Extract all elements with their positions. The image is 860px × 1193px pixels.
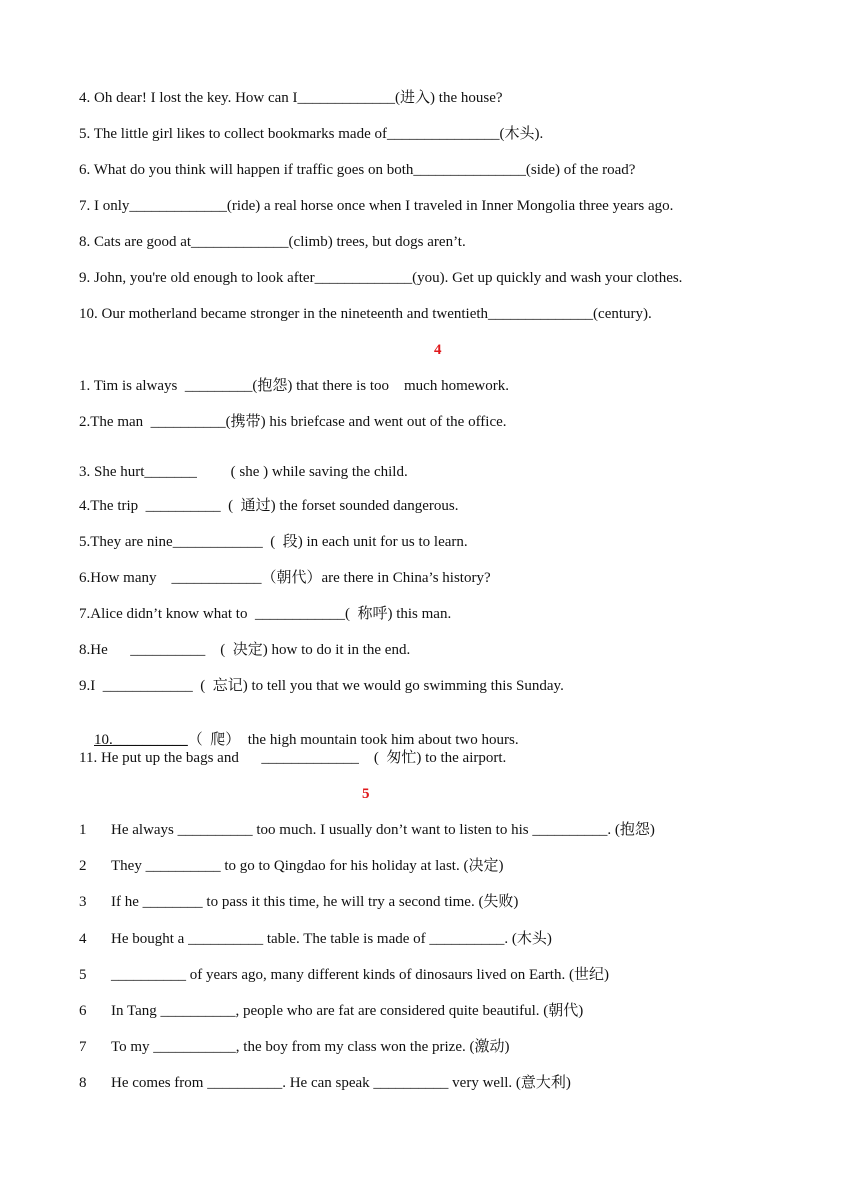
item-number: 4 (79, 931, 87, 947)
exercise-line: 5. The little girl likes to collect bookmarks made of_______________(木头). (79, 126, 544, 142)
exercise-text: He always __________ too much. I usually don’t want to listen to his __________. (抱怨) (111, 822, 655, 838)
section-heading-4: 4 (434, 342, 442, 358)
item-number: 1 (79, 822, 87, 838)
exercise-line: 3. She hurt_______ ( she ) while saving the child. (79, 464, 408, 480)
exercise-line: 5.They are nine____________ ( 段) in each unit for us to learn. (79, 534, 468, 550)
section-heading-5: 5 (362, 786, 370, 802)
exercise-line: 9. John, you're old enough to look after_____________(you). Get up quickly and wash your clothes. (79, 270, 683, 286)
item-number: 6 (79, 1003, 87, 1019)
exercise-line: 6. What do you think will happen if traffic goes on both_______________(side) of the road? (79, 162, 636, 178)
exercise-line: 10. Our motherland became stronger in the nineteenth and twentieth______________(century). (79, 306, 652, 322)
exercise-text: They __________ to go to Qingdao for his holiday at last. (决定) (111, 858, 504, 874)
item-number: 3 (79, 894, 87, 910)
exercise-text: To my ___________, the boy from my class won the prize. (激动) (111, 1039, 510, 1055)
exercise-line: 2.The man __________(携带) his briefcase and went out of the office. (79, 414, 507, 430)
exercise-line: 11. He put up the bags and _____________ ( 匆忙) to the airport. (79, 750, 507, 766)
exercise-line: 4. Oh dear! I lost the key. How can I_____________(进入) the house? (79, 90, 503, 106)
exercise-text: （ 爬） the high mountain took him about two hours. (187, 732, 519, 748)
exercise-line: 8. Cats are good at_____________(climb) trees, but dogs aren’t. (79, 234, 466, 250)
exercise-text: He comes from __________. He can speak __________ very well. (意大利) (111, 1075, 571, 1091)
exercise-line: 4.The trip __________ ( 通过) the forset sounded dangerous. (79, 498, 459, 514)
exercise-text: In Tang __________, people who are fat are considered quite beautiful. (朝代) (111, 1003, 584, 1019)
exercise-line: 7.Alice didn’t know what to ____________( 称呼) this man. (79, 606, 452, 622)
exercise-text: He bought a __________ table. The table is made of __________. (木头) (111, 931, 552, 947)
exercise-text: If he ________ to pass it this time, he will try a second time. (失败) (111, 894, 519, 910)
exercise-number-underlined: 10.__________ (94, 732, 188, 748)
exercise-line: 8.He __________ ( 决定) how to do it in the end. (79, 642, 411, 658)
item-number: 7 (79, 1039, 87, 1055)
exercise-line: 7. I only_____________(ride) a real horse once when I traveled in Inner Mongolia three years ago. (79, 198, 674, 214)
exercise-text: __________ of years ago, many different kinds of dinosaurs lived on Earth. (世纪) (111, 967, 609, 983)
exercise-line: 9.I ____________ ( 忘记) to tell you that we would go swimming this Sunday. (79, 678, 564, 694)
exercise-line: 6.How many ____________（朝代）are there in China’s history? (79, 570, 491, 586)
item-number: 5 (79, 967, 87, 983)
exercise-line: 1. Tim is always _________(抱怨) that there is too much homework. (79, 378, 509, 394)
item-number: 8 (79, 1075, 87, 1091)
item-number: 2 (79, 858, 87, 874)
